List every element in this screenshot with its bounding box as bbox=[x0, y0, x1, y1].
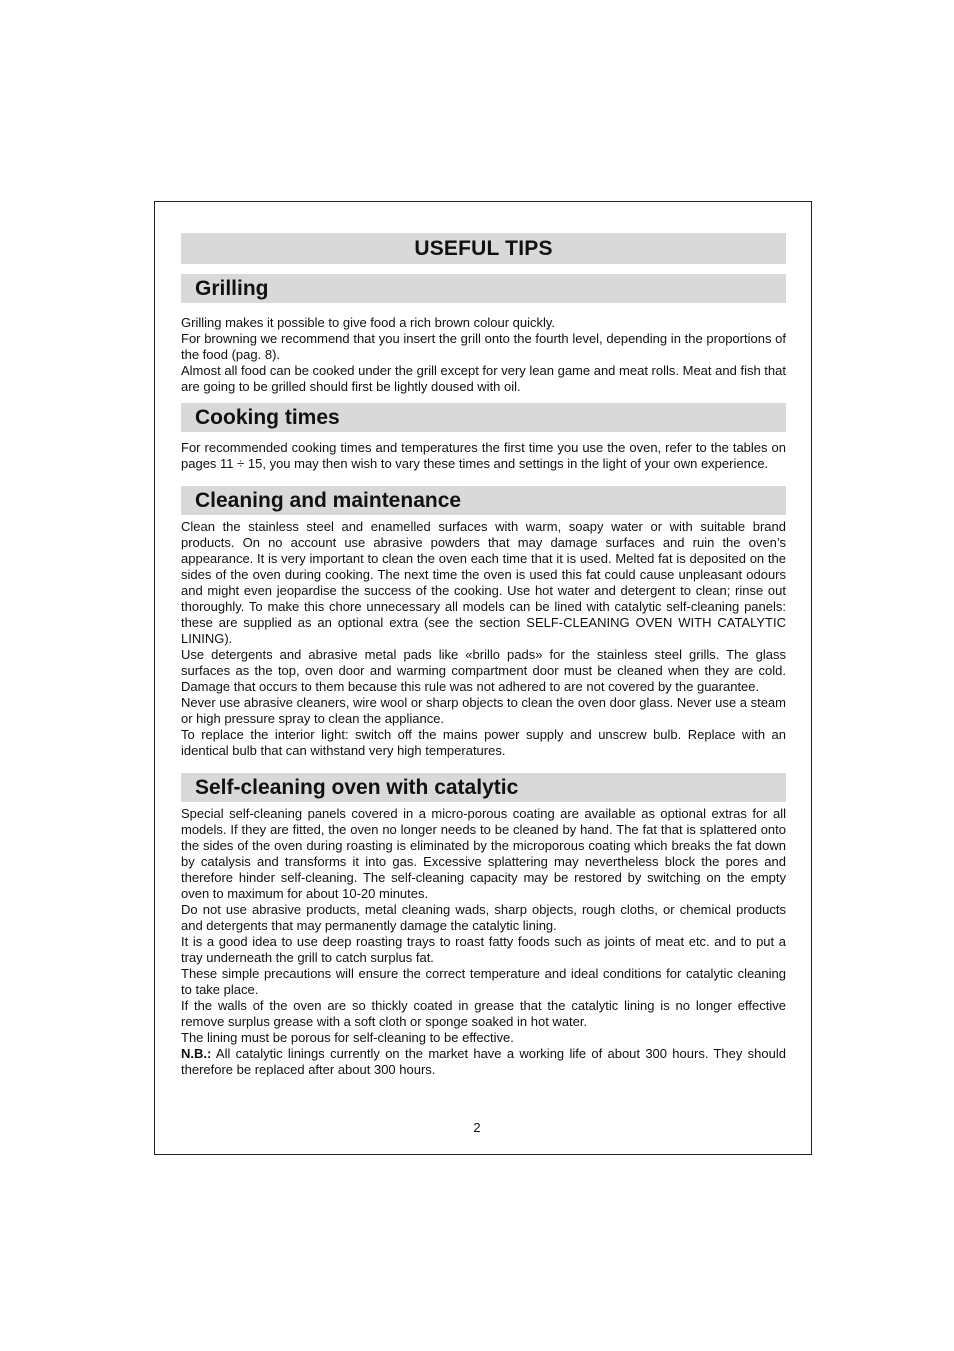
paragraph: Never use abrasive cleaners, wire wool or sharp objects to clean the oven door glass. Never use a steam or high pressure spray to clean the appliance. bbox=[181, 695, 786, 726]
section-heading: Cooking times bbox=[181, 403, 786, 432]
paragraph: Almost all food can be cooked under the grill except for very lean game and meat rolls. Meat and fish that are going to be grilled should first be lightly doused with oil. bbox=[181, 363, 786, 394]
paragraph: For browning we recommend that you insert the grill onto the fourth level, depending in the proportions of the food (pag. 8). bbox=[181, 331, 786, 362]
note-paragraph bbox=[181, 1046, 786, 1078]
paragraph: Grilling makes it possible to give food a rich brown colour quickly. bbox=[181, 315, 556, 330]
section-cleaning-maintenance bbox=[181, 486, 786, 759]
paragraph: These simple precautions will ensure the correct temperature and ideal conditions for catalytic cleaning to take place. bbox=[181, 966, 786, 997]
paragraph: Use detergents and abrasive metal pads like «brillo pads» for the stainless steel grills. The glass surfaces as the top, oven door and warming compartment door must be cleaned when they are cold. Damage that occurs to them because this rule was not adhered to are not covered by the guarantee. bbox=[181, 647, 786, 694]
page-content bbox=[181, 233, 786, 1078]
section-heading: Cleaning and maintenance bbox=[181, 486, 786, 515]
page-title: USEFUL TIPS bbox=[181, 233, 786, 264]
note-text: All catalytic linings currently on the market have a working life of about 300 hours. They should therefore be replaced after about 300 hours. bbox=[181, 1046, 786, 1077]
page-number: 2 bbox=[473, 1120, 481, 1135]
paragraph: Clean the stainless steel and enamelled surfaces with warm, soapy water or with suitable brand products. On no account use abrasive powders that may damage surfaces and ruin the oven’s appearance. It is very important to clean the oven each time that it is used. Melted fat is deposited on the sides of the oven during cooking. The next time the oven is used this fat could cause unpleasant odours and might even jeopardise the success of the cooking. Use hot water and detergent to clean; rinse out thoroughly. To make this chore unnecessary all models can be lined with catalytic self-cleaning panels: these are supplied as an optional extra (see the section SELF-CLEANING OVEN WITH CATALYTIC LINING). bbox=[181, 519, 786, 646]
section-grilling bbox=[181, 274, 786, 395]
section-cooking-times bbox=[181, 403, 786, 472]
section-self-cleaning-oven bbox=[181, 773, 786, 1078]
section-heading: Grilling bbox=[181, 274, 786, 303]
paragraph: The lining must be porous for self-cleaning to be effective. bbox=[181, 1030, 514, 1045]
paragraph: Special self-cleaning panels covered in a micro-porous coating are available as optional extras for all models. If they are fitted, the oven no longer needs to be cleaned by hand. The fat that is splattered onto the sides of the oven during roasting is eliminated by the microporous coating which breaks the fat down by catalysis and transforms it into gas. Excessive splattering may nevertheless block the pores and therefore hinder self-cleaning. The self-cleaning capacity may be restored by switching on the empty oven to maximum for about 10-20 minutes. bbox=[181, 806, 786, 901]
paragraph: Do not use abrasive products, metal cleaning wads, sharp objects, rough cloths, or chemical products and detergents that may permanently damage the catalytic lining. bbox=[181, 902, 786, 933]
paragraph: It is a good idea to use deep roasting trays to roast fatty foods such as joints of meat etc. and to put a tray underneath the grill to catch surplus fat. bbox=[181, 934, 786, 965]
note-label: N.B.: bbox=[181, 1046, 212, 1061]
paragraph: If the walls of the oven are so thickly coated in grease that the catalytic lining is no longer effective remove surplus grease with a soft cloth or sponge soaked in hot water. bbox=[181, 998, 786, 1029]
paragraph: To replace the interior light: switch off the mains power supply and unscrew bulb. Replace with an identical bulb that can withstand very high temperatures. bbox=[181, 727, 786, 758]
paragraph: For recommended cooking times and temperatures the first time you use the oven, refer to the tables on pages 11 ÷ 15, you may then wish to vary these times and settings in the light of your own experience. bbox=[181, 440, 786, 471]
section-heading: Self-cleaning oven with catalytic bbox=[181, 773, 786, 802]
